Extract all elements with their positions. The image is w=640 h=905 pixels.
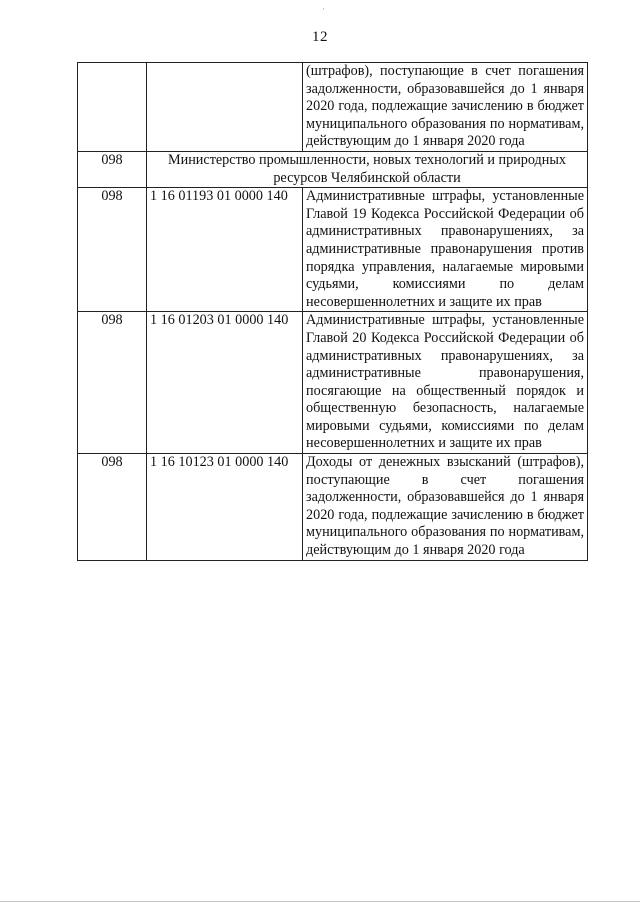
page-number: 12 bbox=[312, 29, 328, 45]
administrator-name-cell: Министерство промышленности, новых технологий и природных ресурсов Челябинской области bbox=[147, 151, 588, 187]
description-cell: Административные штрафы, установленные Главой 20 Кодекса Российской Федерации об административных правонарушениях, за административные правонарушения, посягающие на общественный порядок и общественную безопасность, налагаемые мировыми судьями, комиссиями по делам несовершеннолетних и защите их прав bbox=[303, 312, 588, 454]
description-cell: Административные штрафы, установленные Главой 19 Кодекса Российской Федерации об административных правонарушениях, за административные правонарушения против порядка управления, налагаемые мировыми судьями, комиссиями по делам несовершеннолетних и защите их прав bbox=[303, 188, 588, 312]
table-row-continuation bbox=[78, 63, 588, 152]
admin-code-cell: 098 bbox=[78, 312, 147, 454]
revenue-classification-table bbox=[77, 62, 588, 561]
table-row bbox=[78, 188, 588, 312]
scan-edge-line bbox=[0, 901, 640, 902]
table-row-administrator-header bbox=[78, 151, 588, 187]
admin-code-cell: 098 bbox=[78, 151, 147, 187]
kbk-code-cell: 1 16 01193 01 0000 140 bbox=[147, 188, 303, 312]
scan-speck: · bbox=[322, 4, 325, 14]
admin-code-cell: 098 bbox=[78, 188, 147, 312]
kbk-code-cell: 1 16 01203 01 0000 140 bbox=[147, 312, 303, 454]
admin-code-cell bbox=[78, 63, 147, 152]
description-cell: (штрафов), поступающие в счет погашения задолженности, образовавшейся до 1 января 2020 года, подлежащие зачислению в бюджет муниципального образования по нормативам, действующим до 1 января 2020 года bbox=[303, 63, 588, 152]
admin-code-cell: 098 bbox=[78, 454, 147, 561]
table-row bbox=[78, 454, 588, 561]
table-row bbox=[78, 312, 588, 454]
kbk-code-cell bbox=[147, 63, 303, 152]
description-cell: Доходы от денежных взысканий (штрафов), поступающие в счет погашения задолженности, образовавшейся до 1 января 2020 года, подлежащие зачислению в бюджет муниципального образования по нормативам, действующим до 1 января 2020 года bbox=[303, 454, 588, 561]
kbk-code-cell: 1 16 10123 01 0000 140 bbox=[147, 454, 303, 561]
